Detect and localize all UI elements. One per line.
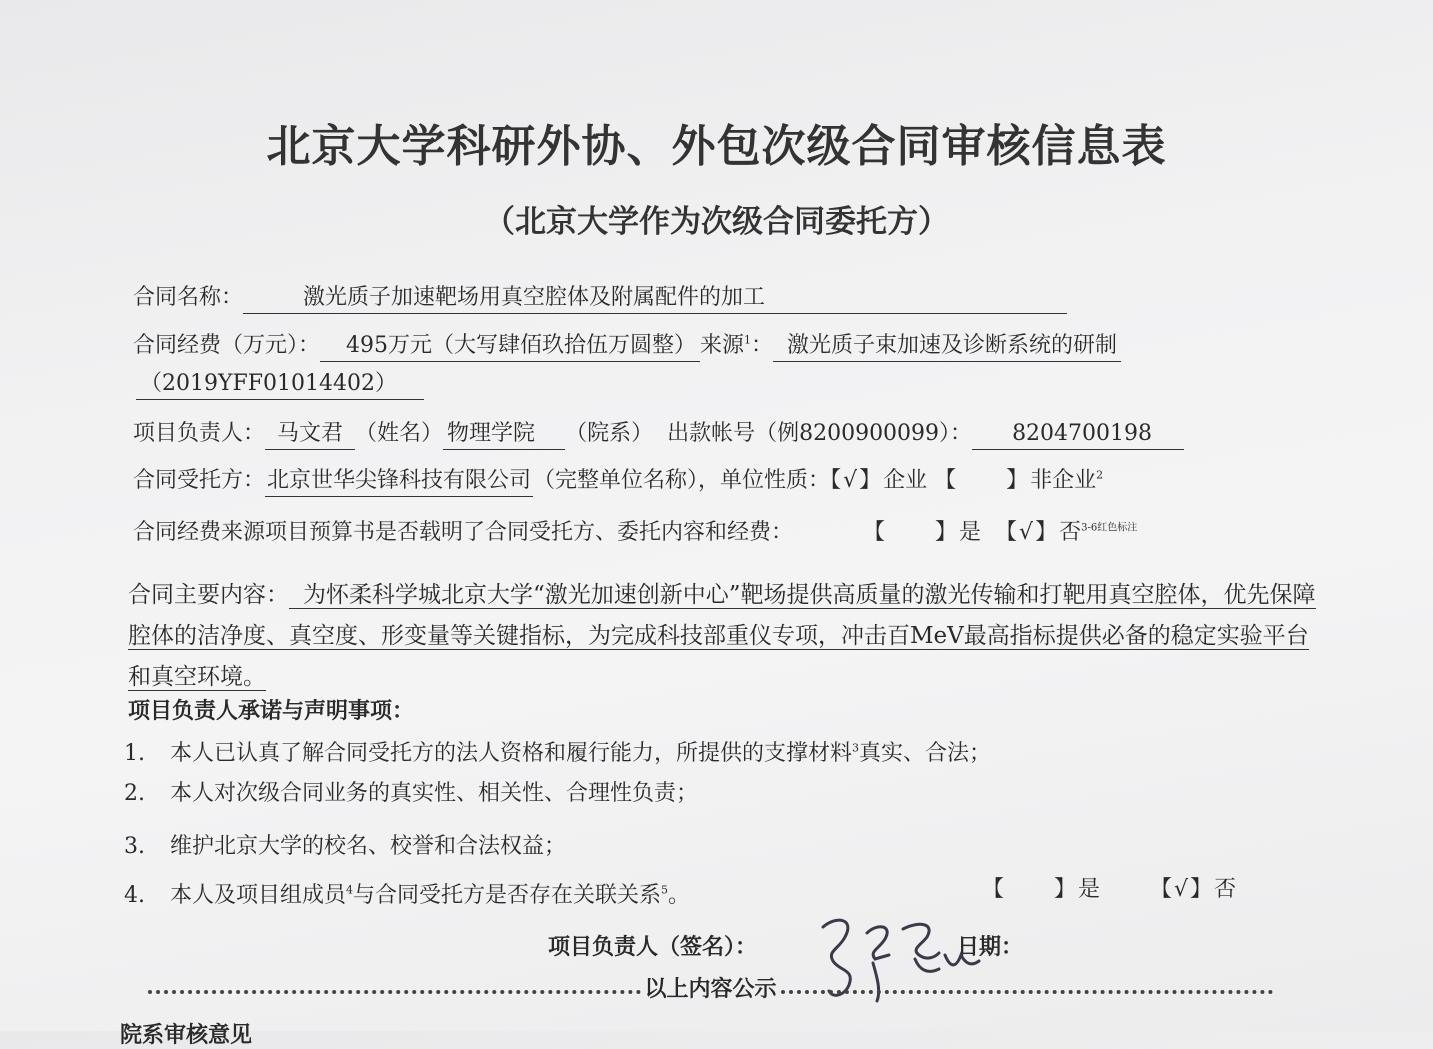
budget-check-label: 合同经费来源项目预算书是否载明了合同受托方、委托内容和经费： [133, 520, 794, 545]
budget-no-label: 否 [1059, 520, 1082, 545]
declaration-heading: 项目负责人承诺与声明事项： [128, 699, 415, 724]
pi-name: 马文君 [265, 420, 355, 450]
contract-name-row [133, 284, 1067, 314]
contract-content [128, 575, 1323, 698]
contract-name-value: 激光质子加速靶场用真空腔体及附属配件的加工 [243, 284, 1067, 314]
publicity-divider [148, 972, 1273, 1003]
funding-source-label: 来源 [700, 333, 745, 358]
funding-code-row [136, 370, 424, 400]
pi-dept-hint: （院系） [565, 421, 654, 446]
q4-yes-label: 是 [1078, 877, 1101, 902]
trustee-label: 合同受托方： [133, 468, 266, 493]
funding-row [133, 332, 1121, 362]
trustee-nature-label: 单位性质： [720, 468, 831, 493]
budget-yes-label: 是 [959, 520, 982, 545]
funding-value: 495万元（大写肆佰玖拾伍万圆整） [320, 332, 700, 362]
content-value: 为怀柔科学城北京大学“激光加速创新中心”靶场提供高质量的激光传输和打靶用真空腔体，优先保障腔体的洁净度、真空度、形变量等关键指标，为完成科技部重仪专项，冲击百MeV最高指标提供必备的稳定实验平台和真空环境。 [128, 582, 1316, 690]
budget-check-row [133, 519, 1137, 548]
pi-label: 项目负责人： [133, 421, 266, 446]
document-title: 北京大学科研外协、外包次级合同审核信息表 [266, 121, 1167, 172]
trustee-opt2-label: 非企业 [1030, 468, 1097, 493]
pi-account-label: 出款帐号（例8200900099）： [667, 421, 973, 446]
pi-dept: 物理学院 [443, 420, 565, 450]
funding-label: 合同经费（万元）： [133, 333, 321, 358]
next-section-heading: 院系审核意见 [120, 1023, 253, 1048]
funding-source-colon: ： [751, 333, 774, 358]
date-label: 日期： [957, 935, 1024, 960]
declaration-item-1: 1. 本人已认真了解合同受托方的法人资格和履行能力，所提供的支撑材料$^3$真实、合法； [124, 741, 992, 766]
trustee-value: 北京世华尖锋科技有限公司 [265, 467, 533, 497]
declaration-item-3: 3. 维护北京大学的校名、校誉和合法权益； [124, 834, 567, 859]
trustee-opt2-sup: 2 [1096, 468, 1104, 482]
publicity-label: 以上内容公示 [644, 977, 777, 1002]
pi-account: 8204700198 [972, 420, 1184, 450]
declaration-item-2: 2. 本人对次级合同业务的真实性、相关性、合理性负责； [124, 781, 699, 806]
document-subtitle: （北京大学作为次级合同委托方） [484, 204, 949, 240]
trustee-row [133, 467, 1103, 497]
pi-row [133, 420, 1184, 450]
trustee-hint: （完整单位名称）， [533, 468, 721, 493]
funding-source-code: （2019YFF01014402） [136, 370, 424, 400]
trustee-opt1-checkbox[interactable]: 【√】 [830, 468, 884, 493]
declaration-q4-options [982, 876, 1236, 905]
pi-name-hint: （姓名） [355, 421, 444, 446]
funding-source-value: 激光质子束加速及诊断系统的研制 [773, 332, 1121, 362]
declaration-item-4: 4. 本人及项目组成员$^4$与合同受托方是否存在关联关系$^5$。 [124, 883, 691, 908]
trustee-opt2-checkbox[interactable]: 【 】 [934, 468, 1031, 493]
budget-yes-checkbox[interactable]: 【 】 [863, 520, 960, 545]
signature-label: 项目负责人（签名）： [548, 935, 758, 960]
q4-no-label: 否 [1214, 877, 1237, 902]
content-label: 合同主要内容： [128, 582, 289, 608]
budget-no-checkbox[interactable]: 【√】 [995, 520, 1060, 545]
q4-yes-checkbox[interactable]: 【 】 [982, 877, 1079, 902]
budget-note: 3-6红色标注 [1081, 522, 1138, 534]
funding-source-sup: 1 [744, 333, 752, 347]
trustee-opt1-label: 企业 [883, 468, 928, 493]
contract-name-label: 合同名称： [133, 285, 244, 310]
q4-no-checkbox[interactable]: 【√】 [1150, 877, 1215, 902]
